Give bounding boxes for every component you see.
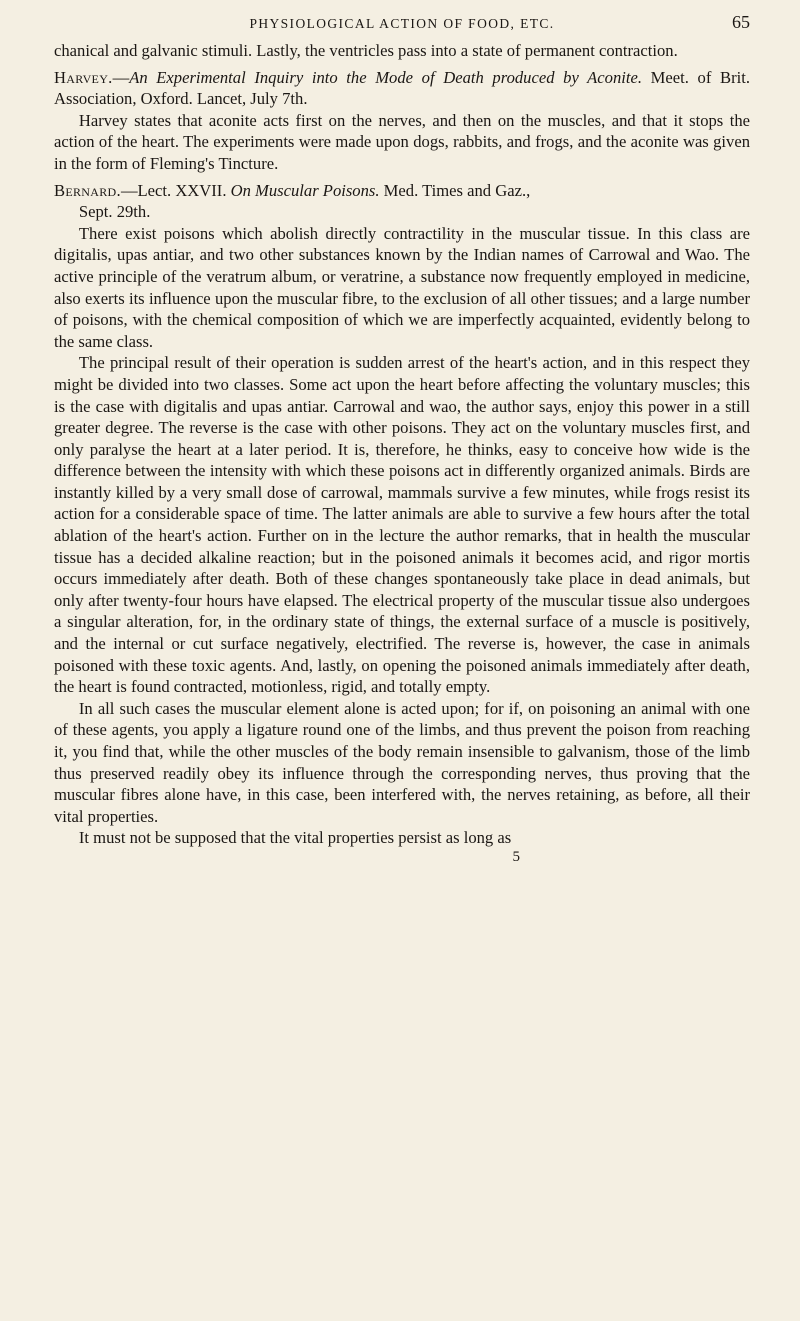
running-title: PHYSIOLOGICAL ACTION OF FOOD, ETC.	[249, 16, 555, 31]
bernard-paragraph-4: It must not be supposed that the vital properties persist as long as	[78, 828, 512, 848]
bernard-title: On Muscular Poisons.	[230, 180, 380, 200]
bernard-dash: —	[120, 180, 138, 200]
bernard-paragraph-3: In all such cases the muscular element alone is acted upon; for if, on poisoning an animal with one of these agents, you apply a ligature round one of the limbs, and thus prevent the poison from reaching it, you find that, while the other muscles of the body remain insensible to galvanism, those of the limb thus preserved readily obey its influence through the corresponding nerves, thus proving that the muscular fibres alone have, in this case, been interfered with, the nerves retaining, as before, all their vital properties.	[54, 698, 750, 826]
bernard-paragraph-1: There exist poisons which abolish directly contractility in the muscular tissue. In this class are digitalis, upas antiar, and two other substances known by the Indian names of Carrowal and Wao. The active principle of the veratrum album, or veratrine, a substance now frequently employed in medicine, also exerts its influence upon the muscular fibre, to the exclusion of all other tissues; and a large number of poisons, with the chemical composition of which we are imperfectly acquainted, evidently belong to the same class.	[54, 223, 750, 351]
harvey-reference-entry	[54, 67, 750, 110]
bernard-reference: Med. Times and Gaz.,	[379, 180, 531, 200]
harvey-title: An Experimental Inquiry into the Mode of Death produced by Aconite.	[129, 67, 642, 87]
bernard-lecture: Lect. XXVII.	[137, 180, 231, 200]
bernard-reference-entry	[54, 180, 750, 223]
signature-mark: 5	[512, 848, 520, 865]
page-number: 65	[732, 12, 750, 32]
body-text	[54, 40, 750, 869]
bernard-paragraph-2: The principal result of their operation is sudden arrest of the heart's action, and in this respect they might be divided into two classes. Some act upon the heart before affecting the voluntary muscles; this is the case with digitalis and upas antiar. Carrowal and wao, the author says, enjoy this power in a still greater degree. The reverse is the case with other poisons. They act on the voluntary muscles first, and only paralyse the heart at a later period. It is, therefore, he thinks, easy to conceive how wide is the difference between the intensity with which these poisons act in differently organized animals. Birds are instantly killed by a very small dose of carrowal, mammals survive a few minutes, while frogs resist its action for a considerable space of time. The latter animals are able to survive a few hours after the total ablation of the heart's action. Further on in the lecture the author remarks, that in health the muscular tissue has a decided alkaline reaction; but in the poisoned animals it becomes acid, and rigor mortis occurs immediately after death. Both of these changes spontaneously take place in dead animals, but only after twenty-four hours have elapsed. The electrical property of the muscular tissue also undergoes a singular alteration, for, in the ordinary state of things, the external surface of a muscle is positively, and the internal or cut surface negatively, electrified. The reverse is, however, the case in animals poisoned with these toxic agents. And, lastly, on opening the poisoned animals immediately after death, the heart is found contracted, motionless, rigid, and totally empty.	[54, 353, 750, 697]
bernard-author: Bernard.	[54, 180, 121, 200]
harvey-reference: Meet. of Brit. Association, Oxford. Lancet, July 7th.	[54, 67, 750, 109]
harvey-author: Harvey.	[54, 67, 113, 87]
running-head	[54, 10, 750, 40]
harvey-paragraph: Harvey states that aconite acts first on the nerves, and then on the muscles, and that it stops the action of the heart. The experiments were made upon dogs, rabbits, and frogs, and the aconite was given in the form of Fleming's Tincture.	[54, 110, 750, 173]
bernard-reference-date: Sept. 29th.	[78, 202, 151, 222]
harvey-dash: —	[112, 67, 130, 87]
opening-paragraph: chanical and galvanic stimuli. Lastly, the ventricles pass into a state of permanent contraction.	[54, 41, 678, 60]
